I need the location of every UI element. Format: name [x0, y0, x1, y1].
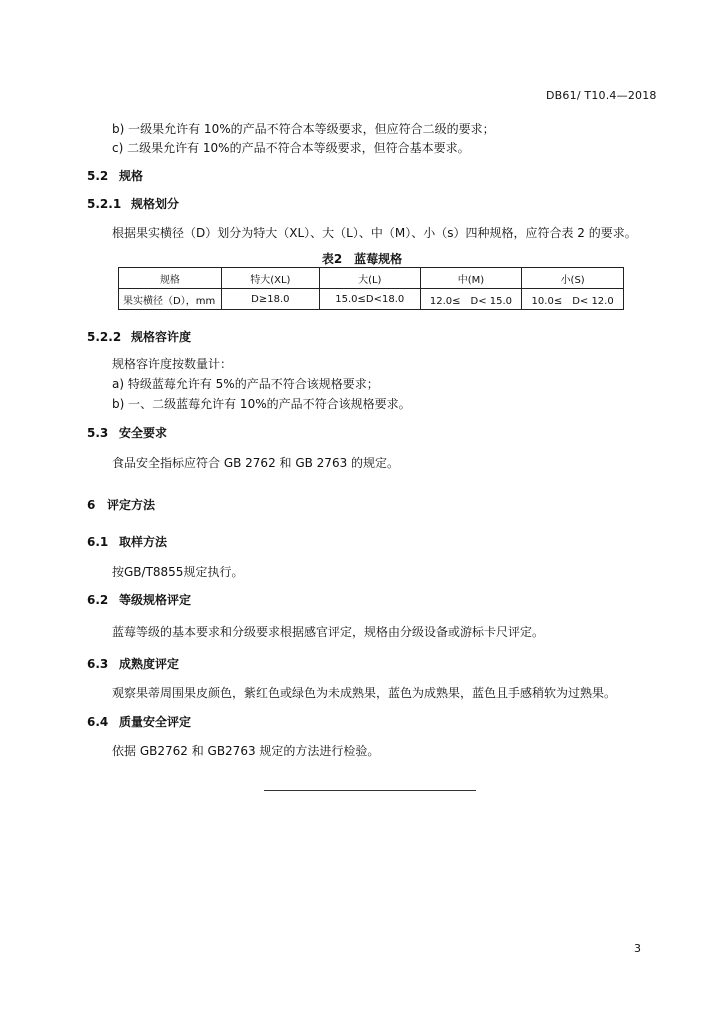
section-title: 成熟度评定 — [119, 657, 180, 671]
grade-line-b: b) 一级果允许有 10%的产品不符合本等级要求，但应符合二级的要求； — [112, 122, 495, 136]
spec-table — [118, 267, 624, 310]
section-number: 5.3 — [87, 426, 109, 440]
table-cell: 10.0≤ D< 12.0 — [522, 289, 624, 310]
section-5-2-2-heading — [87, 328, 191, 345]
section-number: 6.4 — [87, 715, 109, 729]
table-cell: D≥18.0 — [221, 289, 319, 310]
table-header-cell: 小(S) — [522, 268, 624, 289]
section-title: 等级规格评定 — [119, 593, 192, 607]
grade-line-c: c) 二级果允许有 10%的产品不符合本等级要求，但符合基本要求。 — [112, 141, 470, 155]
table-cell: 果实横径（D），mm — [119, 289, 222, 310]
section-number: 6.2 — [87, 593, 109, 607]
section-6-4-heading — [87, 713, 191, 730]
section-5-2-1-text: 根据果实横径（D）划分为特大（XL）、大（L）、中（M）、小（s）四种规格，应符合表 2 的要求。 — [112, 226, 637, 240]
section-title: 取样方法 — [119, 535, 168, 549]
section-6-3-text: 观察果蒂周围果皮颜色，紫红色或绿色为未成熟果，蓝色为成熟果，蓝色且手感稍软为过熟果。 — [112, 686, 617, 700]
table-row — [119, 289, 624, 310]
section-number: 5.2.1 — [87, 197, 122, 211]
standard-number: DB61/ T10.4—2018 — [546, 89, 657, 102]
end-of-document-rule — [264, 790, 476, 791]
table-cell: 15.0≤D<18.0 — [319, 289, 420, 310]
table-header-cell: 规格 — [119, 268, 222, 289]
section-number: 5.2 — [87, 169, 109, 183]
table-cell: 12.0≤ D< 15.0 — [420, 289, 522, 310]
tolerance-line: b) 一、二级蓝莓允许有 10%的产品不符合该规格要求。 — [112, 397, 411, 411]
section-6-heading — [87, 496, 155, 513]
page-number: 3 — [634, 942, 641, 955]
section-title: 安全要求 — [119, 426, 168, 440]
section-6-4-text: 依据 GB2762 和 GB2763 规定的方法进行检验。 — [112, 744, 380, 758]
table-header-cell: 特大(XL) — [221, 268, 319, 289]
tolerance-line: a) 特级蓝莓允许有 5%的产品不符合该规格要求； — [112, 377, 379, 391]
section-number: 6.1 — [87, 535, 109, 549]
tolerance-line: 规格容许度按数量计： — [112, 357, 233, 371]
section-6-3-heading — [87, 655, 179, 672]
table-header-cell: 中(M) — [420, 268, 522, 289]
section-6-1-heading — [87, 533, 167, 550]
section-5-3-heading — [87, 424, 167, 441]
section-6-1-text: 按GB/T8855规定执行。 — [112, 565, 244, 579]
table-header-row — [119, 268, 624, 289]
section-title: 评定方法 — [107, 498, 156, 512]
section-6-2-text: 蓝莓等级的基本要求和分级要求根据感官评定，规格由分级设备或游标卡尺评定。 — [112, 625, 545, 639]
section-number: 6.3 — [87, 657, 109, 671]
section-number: 5.2.2 — [87, 330, 122, 344]
table-header-cell: 大(L) — [319, 268, 420, 289]
section-5-2-heading — [87, 167, 143, 184]
section-title: 质量安全评定 — [119, 715, 192, 729]
section-6-2-heading — [87, 591, 191, 608]
table-2-title: 表2 蓝莓规格 — [321, 252, 403, 266]
section-title: 规格划分 — [131, 197, 180, 211]
section-5-3-text: 食品安全指标应符合 GB 2762 和 GB 2763 的规定。 — [112, 456, 400, 470]
section-title: 规格 — [119, 169, 144, 183]
section-number: 6 — [87, 498, 96, 512]
section-title: 规格容许度 — [131, 330, 192, 344]
section-5-2-1-heading — [87, 195, 179, 212]
